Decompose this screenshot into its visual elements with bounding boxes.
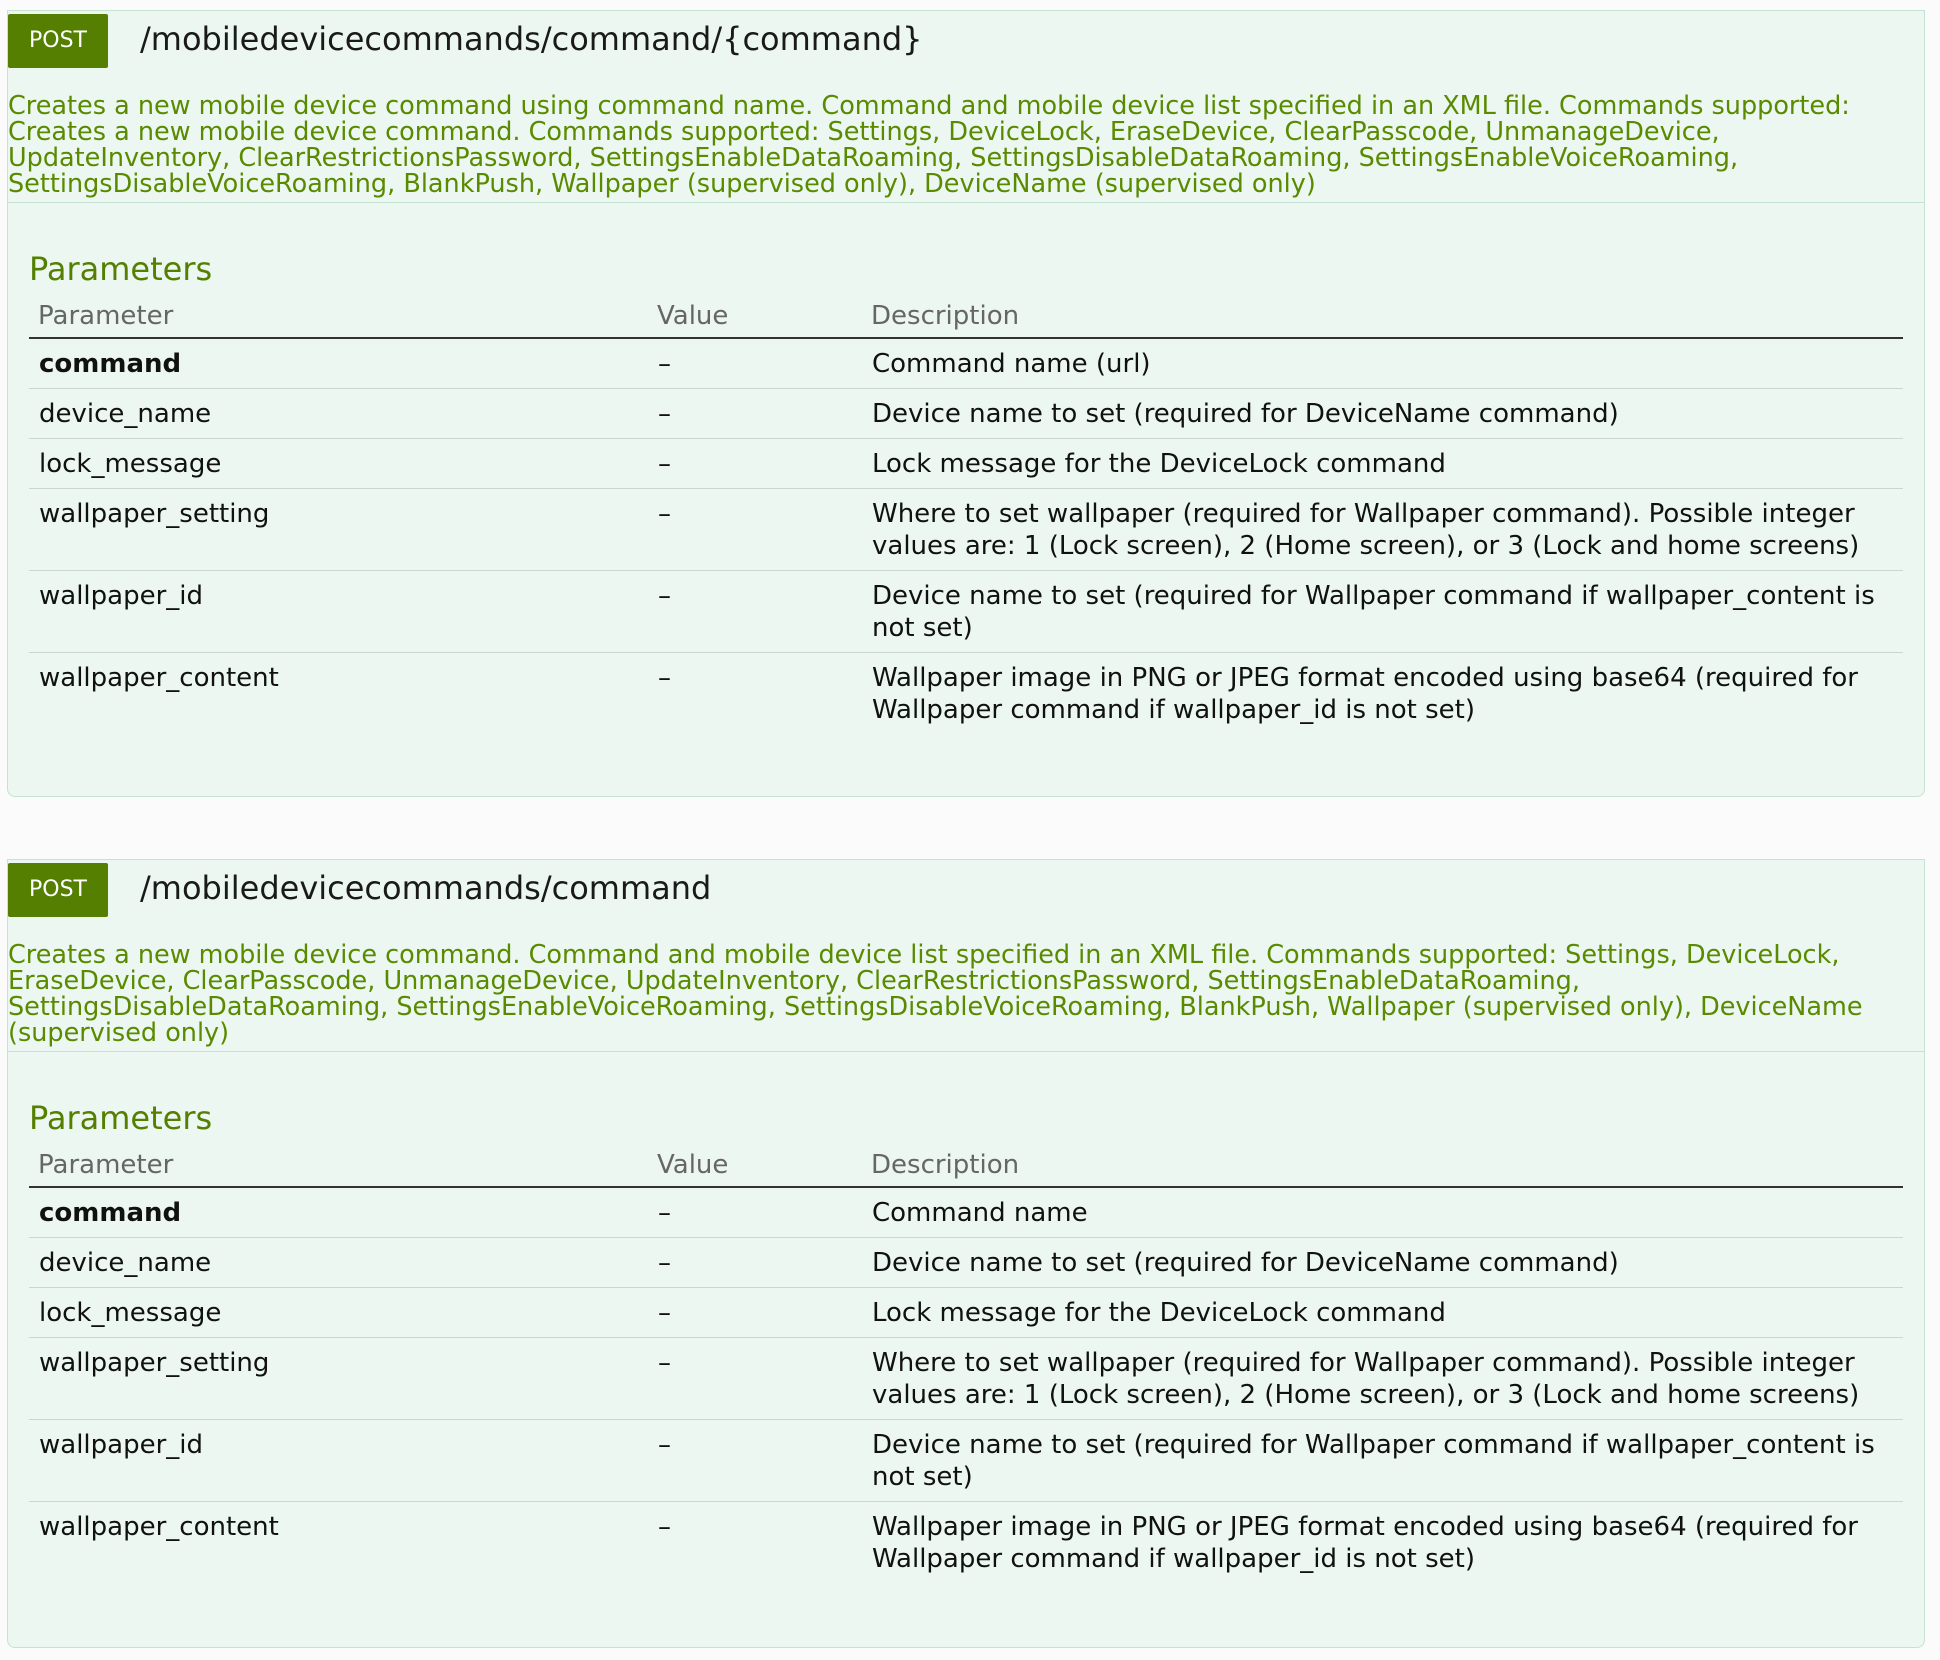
- param-value: –: [648, 338, 862, 389]
- param-description: Device name to set (required for Wallpaper command if wallpaper_content is not set): [862, 1420, 1903, 1502]
- param-name: lock_message: [29, 439, 648, 489]
- table-row: [29, 571, 1903, 653]
- param-description: Where to set wallpaper (required for Wallpaper command). Possible integer values are: 1 (Lock screen), 2 (Home screen), or 3 (Lock and home screens): [862, 1338, 1903, 1420]
- endpoint-post-command-by-name: [7, 10, 1925, 797]
- table-row: [29, 338, 1903, 389]
- param-value: –: [648, 389, 862, 439]
- param-value: –: [648, 571, 862, 653]
- parameters-table: [29, 295, 1903, 734]
- param-description: Command name: [862, 1187, 1903, 1238]
- parameters-title: Parameters: [29, 1099, 213, 1137]
- param-value: –: [648, 1338, 862, 1420]
- column-header-value: Value: [648, 1144, 862, 1187]
- param-value: –: [648, 439, 862, 489]
- param-value: –: [648, 489, 862, 571]
- param-description: Device name to set (required for Wallpaper command if wallpaper_content is not set): [862, 571, 1903, 653]
- param-description: Wallpaper image in PNG or JPEG format encoded using base64 (required for Wallpaper command if wallpaper_id is not set): [872, 663, 1858, 725]
- table-row: [29, 439, 1903, 489]
- param-name: wallpaper_content: [39, 663, 279, 693]
- param-value: –: [658, 1512, 671, 1542]
- param-value: –: [648, 1238, 862, 1288]
- column-header-description: Description: [862, 1144, 1903, 1187]
- param-description: Wallpaper image in PNG or JPEG format encoded using base64 (required for Wallpaper command if wallpaper_id is not set): [872, 1512, 1858, 1574]
- table-row: [29, 1502, 1903, 1584]
- param-description: Lock message for the DeviceLock command: [862, 1288, 1903, 1338]
- table-header-row: [29, 295, 1903, 338]
- column-header-description: Description: [862, 295, 1903, 338]
- table-row: [29, 1338, 1903, 1420]
- parameters-table: [29, 1144, 1903, 1583]
- column-header-parameter: Parameter: [29, 295, 648, 338]
- param-value: –: [658, 663, 671, 693]
- param-value: –: [648, 1420, 862, 1502]
- param-description: Lock message for the DeviceLock command: [862, 439, 1903, 489]
- param-name: wallpaper_setting: [29, 489, 648, 571]
- endpoint-heading[interactable]: [8, 860, 1924, 916]
- param-description: Command name (url): [862, 338, 1903, 389]
- param-name: command: [29, 338, 648, 389]
- http-method-badge[interactable]: POST: [8, 863, 108, 917]
- table-row: [29, 1420, 1903, 1502]
- parameters-section: [8, 203, 1924, 734]
- endpoint-path-link[interactable]: /mobiledevicecommands/command/{command}: [140, 20, 923, 58]
- parameters-title: Parameters: [29, 250, 213, 288]
- param-name: device_name: [29, 389, 648, 439]
- http-method-badge[interactable]: POST: [8, 14, 108, 68]
- param-name: device_name: [29, 1238, 648, 1288]
- param-description: Where to set wallpaper (required for Wallpaper command). Possible integer values are: 1 (Lock screen), 2 (Home screen), or 3 (Lock and home screens): [862, 489, 1903, 571]
- param-name: wallpaper_id: [29, 1420, 648, 1502]
- column-header-value: Value: [648, 295, 862, 338]
- param-description: Device name to set (required for DeviceName command): [862, 1238, 1903, 1288]
- param-name: wallpaper_setting: [29, 1338, 648, 1420]
- param-name: command: [29, 1187, 648, 1238]
- parameters-section: [8, 1052, 1924, 1583]
- param-name: wallpaper_content: [39, 1512, 279, 1542]
- param-name: wallpaper_id: [29, 571, 648, 653]
- table-row: [29, 489, 1903, 571]
- param-value: –: [648, 1288, 862, 1338]
- table-row: [29, 653, 1903, 735]
- endpoint-post-command: [7, 859, 1925, 1648]
- table-row: [29, 1187, 1903, 1238]
- endpoint-path-link[interactable]: /mobiledevicecommands/command: [140, 869, 712, 907]
- table-row: [29, 1238, 1903, 1288]
- table-row: [29, 389, 1903, 439]
- table-row: [29, 1288, 1903, 1338]
- param-description: Device name to set (required for DeviceName command): [862, 389, 1903, 439]
- table-header-row: [29, 1144, 1903, 1187]
- column-header-parameter: Parameter: [29, 1144, 648, 1187]
- endpoint-description: Creates a new mobile device command using command name. Command and mobile device list specified in an XML file. Commands supported: Creates a new mobile device command. Commands supported: Settings, DeviceLock, EraseDevice, ClearPasscode, UnmanageDevice, UpdateInventory, ClearRestrictionsPassword, SettingsEnableDataRoaming, SettingsDisableDataRoaming, SettingsEnableVoiceRoaming, SettingsDisableVoiceRoaming, BlankPush, Wallpaper (supervised only), DeviceName (supervised only): [8, 93, 1924, 203]
- param-value: –: [648, 1187, 862, 1238]
- endpoint-description: Creates a new mobile device command. Command and mobile device list specified in an XML file. Commands supported: Settings, DeviceLock, EraseDevice, ClearPasscode, UnmanageDevice, UpdateInventory, ClearRestrictionsPassword, SettingsEnableDataRoaming, SettingsDisableDataRoaming, SettingsEnableVoiceRoaming, SettingsDisableVoiceRoaming, BlankPush, Wallpaper (supervised only), DeviceName (supervised only): [8, 942, 1924, 1052]
- endpoint-heading[interactable]: [8, 11, 1924, 67]
- param-name: lock_message: [29, 1288, 648, 1338]
